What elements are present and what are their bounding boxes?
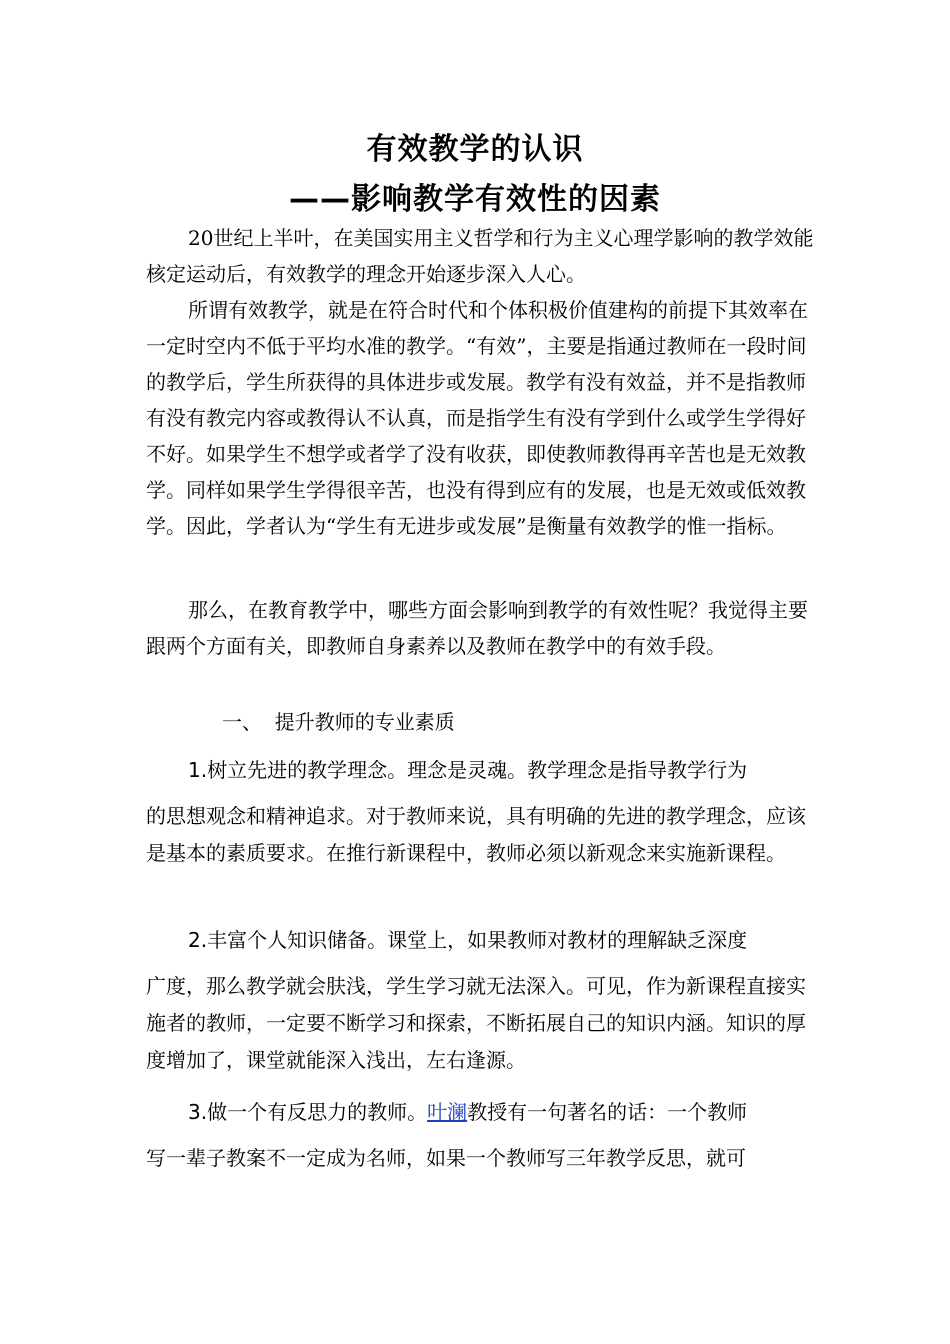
item-3-lead bbox=[188, 1094, 828, 1130]
document-title: 有效教学的认识 bbox=[366, 132, 584, 167]
item-3-lead-after: 教授有一句著名的话：一个教师 bbox=[467, 1100, 748, 1124]
item-2-lead-text: 丰富个人知识储备。课堂上，如果教师对教材的理解缺乏深度 bbox=[207, 928, 748, 952]
paragraph-definition: 所谓有效教学，就是在符合时代和个体积极价值建构的前提下其效率在一定时空内不低于平均水准的教学。“有效”，主要是指通过教师在一段时间的教学后，学生所获得的具体进步或发展。教学有没有效益，并不是指教师有没有教完内容或教得认不认真，而是指学生有没有学到什么或学生学得好不好。如果学生不想学或者学了没有收获，即使教师教得再辛苦也是无效教学。同样如果学生学得很辛苦，也没有得到应有的发展，也是无效或低效教学。因此，学者认为“学生有无进步或发展”是衡量有效教学的惟一指标。 bbox=[146, 298, 808, 538]
ye-lan-link[interactable]: 叶澜 bbox=[427, 1100, 468, 1124]
item-1-lead-text: 树立先进的教学理念。理念是灵魂。教学理念是指导教学行为 bbox=[207, 758, 748, 782]
item-1-lead bbox=[188, 752, 828, 788]
item-2-number: 2. bbox=[188, 928, 208, 952]
document-subtitle: ——影响教学有效性的因素 bbox=[289, 182, 661, 217]
section-heading-1: 一、 提升教师的专业素质 bbox=[222, 710, 455, 734]
item-3-continuation: 写一辈子教案不一定成为名师，如果一个教师写三年教学反思，就可 bbox=[146, 1146, 746, 1170]
item-3-lead-before: 做一个有反思力的教师。 bbox=[207, 1100, 428, 1124]
item-2-lead bbox=[188, 922, 828, 958]
paragraph-intro: 20世纪上半叶，在美国实用主义哲学和行为主义心理学影响的教学效能核定运动后，有效教学的理念开始逐步深入人心。 bbox=[146, 226, 814, 286]
item-1-continuation: 的思想观念和精神追求。对于教师来说，具有明确的先进的教学理念，应该是基本的素质要求。在推行新课程中，教师必须以新观念来实施新课程。 bbox=[146, 804, 806, 865]
item-2-continuation: 广度，那么教学就会肤浅，学生学习就无法深入。可见，作为新课程直接实施者的教师，一定要不断学习和探索，不断拓展自己的知识内涵。知识的厚度增加了，课堂就能深入浅出，左右逢源。 bbox=[146, 974, 806, 1072]
paragraph-question: 那么，在教育教学中，哪些方面会影响到教学的有效性呢？我觉得主要跟两个方面有关，即教师自身素养以及教师在教学中的有效手段。 bbox=[146, 598, 808, 658]
item-1-number: 1. bbox=[188, 758, 208, 782]
item-3-number: 3. bbox=[188, 1100, 208, 1124]
